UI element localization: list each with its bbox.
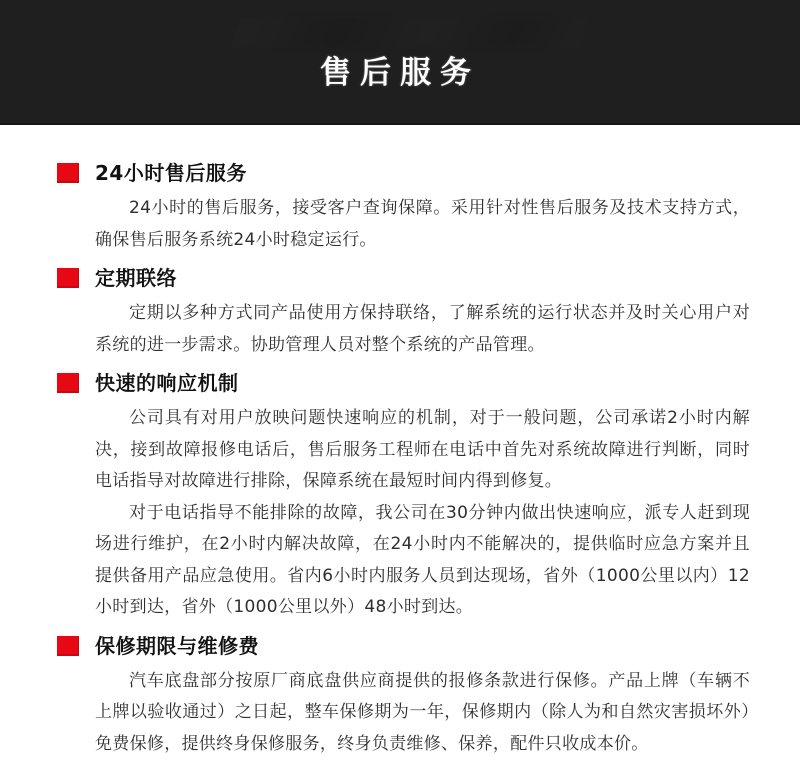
section-paragraph: 定期以多种方式同产品使用方保持联络，了解系统的运行状态并及时关心用户对系统的进一步需求。协助管理人员对整个系统的产品管理。 [95, 298, 750, 361]
section-title: 24小时售后服务 [95, 159, 247, 187]
section-heading-row [57, 264, 750, 292]
section-paragraph: 汽车底盘部分按原厂商底盘供应商提供的报修条款进行保修。产品上牌（车辆不上牌以验收通过）之日起，整车保修期为一年，保修期内（除人为和自然灾害损坏外）免费保修，提供终身保修服务，终身负责维修、保养，配件只收成本价。 [95, 666, 750, 760]
section-regular-contact [57, 264, 750, 361]
section-24h-service [57, 159, 750, 256]
page-title: 售后服务 [320, 31, 480, 92]
red-square-bullet-icon [57, 373, 79, 393]
section-heading-row [57, 159, 750, 187]
red-square-bullet-icon [57, 636, 79, 656]
section-heading-row [57, 369, 750, 397]
section-title: 快速的响应机制 [95, 369, 239, 397]
content-area [0, 125, 800, 760]
faint-watermark [230, 18, 590, 48]
section-title: 保修期限与维修费 [95, 632, 259, 660]
red-square-bullet-icon [57, 163, 79, 183]
section-heading-row [57, 632, 750, 660]
section-paragraph: 对于电话指导不能排除的故障，我公司在30分钟内做出快速响应，派专人赶到现场进行维护，在2小时内解决故障，在24小时内不能解决的，提供临时应急方案并且提供备用产品应急使用。省内6小时内服务人员到达现场，省外（1000公里以内）12小时到达，省外（1000公里以外）48小时到达。 [95, 498, 750, 624]
section-paragraph: 公司具有对用户放映问题快速响应的机制，对于一般问题，公司承诺2小时内解决，接到故障报修电话后，售后服务工程师在电话中首先对系统故障进行判断，同时电话指导对故障进行排除，保障系统在最短时间内得到修复。 [95, 403, 750, 498]
section-title: 定期联络 [95, 264, 177, 292]
section-paragraph: 24小时的售后服务，接受客户查询保障。采用针对性售后服务及技术支持方式，确保售后服务系统24小时稳定运行。 [95, 193, 750, 256]
red-square-bullet-icon [57, 268, 79, 288]
header-banner [0, 0, 800, 125]
section-rapid-response [57, 369, 750, 624]
